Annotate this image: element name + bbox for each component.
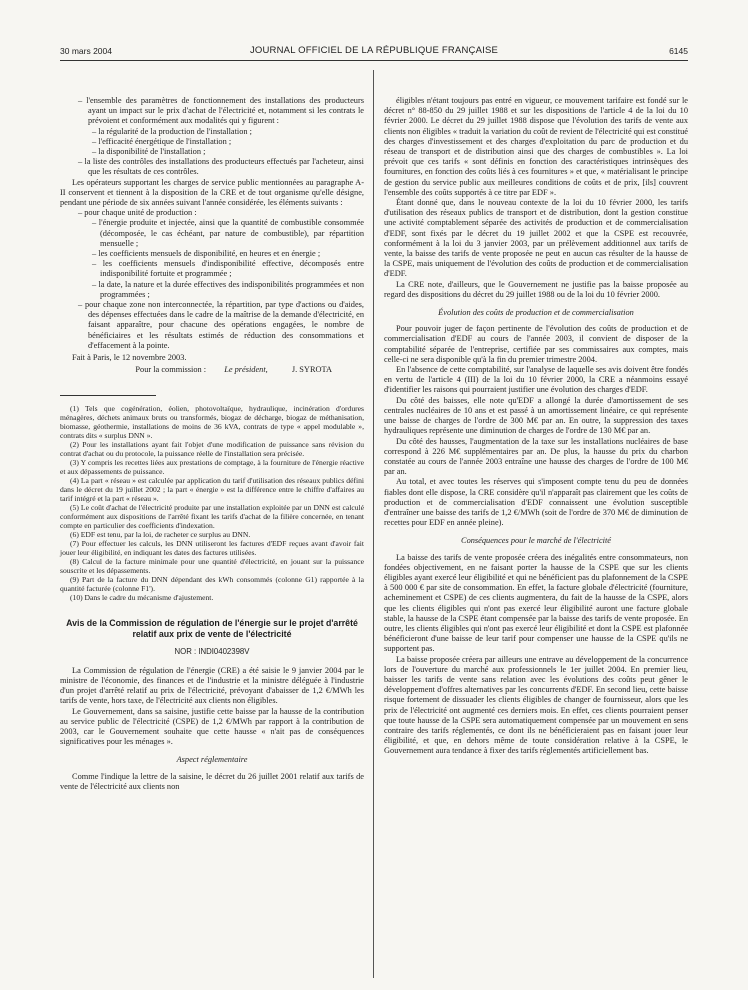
footnote: (9) Part de la facture du DNN dépendant des kWh consommés (colonne G1) rapportée à la quantité facturée (colonne F1'). — [60, 575, 364, 594]
footnote: (1) Tels que cogénération, éolien, photovoltaïque, hydraulique, incinération d'ordures ménagères, déchets animaux bruts ou transformés, biogaz de décharge, biogaz de méthanisation, biomasse, géothermie, installations de moins de 36 kVA, contrats de type « appel modulable », contrats dits « surplus DNN ». — [60, 404, 364, 441]
footnote: (2) Pour les installations ayant fait l'objet d'une modification de puissance sans révision du contrat d'achat ou du protocole, la puissance réelle de l'installation sera précisée. — [60, 440, 364, 459]
footnote: (6) EDF est tenu, par la loi, de racheter ce surplus au DNN. — [70, 530, 251, 540]
paragraph: Comme l'indique la lettre de la saisine, le décret du 26 juillet 2001 relatif aux tarifs de vente de l'électricité aux clients non — [60, 771, 364, 791]
journal-title: JOURNAL OFFICIEL DE LA RÉPUBLIQUE FRANÇAISE — [249, 45, 499, 56]
paragraph: La baisse des tarifs de vente proposée créera des inégalités entre consommateurs, non fondées objectivement, en ne faisant porter la hausse de la CSPE que sur les clients éligibles ayant exercé leur éligibilité et qui ne bénéficient pas du plafonnement de la CSPE à 500 000 € par site de consommation. En effet, la facture globale d'électricité (fourniture, acheminement et CSPE) de ces clients augmentera, du fait de la hausse de la CSPE, alors que les clients éligibles qui n'ont pas exercé leur éligibilité auront une facture globale stable, la hausse de la CSPE étant compensée par la baisse des tarifs de vente proposée. En outre, les clients éligibles qui n'ont pas exercé leur éligibilité et dont la CSPE est plafonnée bénéficieront d'une baisse de leur tarif pour compenser une hausse de la CSPE qu'ils ne supportent pas. — [384, 552, 688, 654]
footnote: (5) Le coût d'achat de l'électricité produite par une installation exploitée par un DNN est calculé conformément aux dispositions de l'arrêté fixant les tarifs d'achat de la filière concernée, en tenant compte en particulier des coefficients d'indexation. — [60, 503, 364, 531]
sublist-items-a — [60, 127, 364, 158]
done-at: Fait à Paris, le 12 novembre 2003. — [72, 353, 187, 363]
footnote: (8) Calcul de la facture minimale pour une quantité d'électricité, en jouant sur la puissance souscrite et les dépassements. — [60, 557, 364, 576]
nor-reference: NOR : INDI0402398V — [174, 647, 250, 657]
right-column — [384, 96, 688, 757]
paragraph: éligibles n'étant toujours pas entré en vigueur, ce mouvement tarifaire est fondé sur le décret n° 88-850 du 29 juillet 1988 et sur les dispositions de l'article 4 de la loi du 10 février 2000. Le décret du 29 juillet 1988 dispose que l'évolution des tarifs de vente aux clients non éligibles « traduit la variation du coût de revient de l'électricité qui est constitué des charges d'investissement et des charges d'exploitation du parc de production et du réseau de transport et de distribution ainsi que des charges de combustibles ». La loi prévoit que ces tarifs « sont définis en fonction des caractéristiques intrinsèques des fournitures, en fonction des coûts liés à ces fournitures » et que, « matérialisant le principe de gestion du service public aux meilleures conditions de coûts et de prix, [ils] couvrent l'ensemble des coûts supportés à ce titre par EDF ». — [384, 96, 688, 197]
signature-name: J. SYROTA — [291, 365, 332, 375]
column-separator — [373, 70, 374, 978]
paragraph: La baisse proposée créera par ailleurs une entrave au développement de la concurrence lors de l'ouverture du marché aux professionnels le 1er juillet 2004. En premier lieu, baisser les tarifs de vente sans relation avec les évolutions des coûts peut gêner le développement d'offres alternatives par les concurrents d'EDF. En second lieu, cette baisse risque fortement de dissuader les clients éligibles de changer de fournisseur, alors que les prix de l'électricité ont augmenté ces derniers mois. En effet, ces clients pourraient penser que toute hausse de la CSPE sera automatiquement compensée par un mouvement en sens contraire des tarifs réglementés, ce dont ils ne bénéficieraient pas en faisant jouer leur éligibilité, et que, en dehors même de toute considération relative à la CSPE, le Gouvernement aura tendance à fixer des tarifs réglementés artificiellement bas. — [384, 654, 688, 756]
sublist-item: – la régularité de la production de l'installation ; — [92, 126, 252, 136]
paragraph: Du côté des baisses, elle note qu'EDF a allongé la durée d'amortissement de ses centrales nucléaires de 10 ans et est passé à un amortissement linéaire, ce qui représente une baisse de charges de l'ordre de 300 M€ par an. En outre, la suppression des taxes hydrauliques représente une diminution de charges de l'ordre de 130 M€ par an. — [384, 395, 688, 436]
paragraph: La CRE note, d'ailleurs, que le Gouvernement ne justifie pas la baisse proposée au regard des dispositions du décret du 29 juillet 1988 ou de la loi du 10 février 2000. — [384, 279, 688, 299]
paragraph: Pour pouvoir juger de façon pertinente de l'évolution des coûts de production et de commercialisation d'EDF au cours de l'année 2003, il convient de disposer de la comptabilité séparée de l'entreprise, certifiée par ses commissaires aux comptes, mais celle-ci ne sera disponible qu'à la fin du premier trimestre 2004. — [384, 324, 688, 364]
footnote-rule — [60, 395, 156, 396]
header-rule — [60, 60, 688, 61]
paragraph: La Commission de régulation de l'énergie (CRE) a été saisie le 9 janvier 2004 par le ministre de l'économie, des finances et de l'industrie et la ministre déléguée à l'industrie d'un projet d'arrêté relatif au prix de l'électricité, prévoyant d'abaisser de 1,2 €/MWh les tarifs de vente, hors taxe, de l'électricité aux clients non éligibles. — [60, 665, 364, 706]
avis-paragraphs — [60, 666, 364, 748]
signature-block — [60, 365, 364, 375]
list-item: – pour chaque zone non interconnectée, la répartition, par type d'actions ou d'aides, des dépenses effectuées dans le cadre de la maîtrise de la demande d'électricité, en faisant apparaître, pour chacune des opérations engagées, le nombre de bénéficiaires et les résultats estimés de réduction des consommations et d'effacement à la pointe. — [78, 300, 364, 350]
sublist-item: – les coefficients mensuels d'indisponibilité effective, décomposés entre indisponibilité fortuite et programmée ; — [92, 259, 364, 279]
left-column — [60, 96, 364, 792]
footnote: (10) Dans le cadre du mécanisme d'ajustement. — [70, 593, 214, 603]
section-heading: Évolution des coûts de production et de commercialisation — [438, 308, 634, 318]
right-paragraphs-1 — [384, 96, 688, 300]
right-paragraphs-2 — [384, 324, 688, 528]
page-number: 6145 — [669, 46, 688, 56]
sublist-item: – l'énergie produite et injectée, ainsi que la quantité de combustible consommée (décomposée, le cas échéant, par nature de combustible), par répartition mensuelle ; — [92, 218, 364, 248]
list-items-c — [60, 208, 364, 218]
list-item: – l'ensemble des paramètres de fonctionnement des installations des producteurs ayant un impact sur le prix d'achat de l'électricité et, notamment si les contrats le prévoient et conformément aux modalités qui y figurent : — [78, 96, 364, 126]
paragraph: Le Gouvernement, dans sa saisine, justifie cette baisse par la hausse de la contribution au service public de l'électricité (CSPE) de 1,2 €/MWh par rapport à la contribution de 2003, car le Gouvernement souhaite que cette hausse « n'ait pas de conséquences significatives pour les ménages ». — [60, 706, 364, 747]
footnote: (7) Pour effectuer les calculs, les DNN utiliseront les factures d'EDF reçues avant d'avoir fait jouer leur éligibilité, en indiquant les dates des factures utilisées. — [60, 539, 364, 558]
sublist-item: – la disponibilité de l'installation ; — [92, 147, 206, 157]
paragraph: Étant donné que, dans le nouveau contexte de la loi du 10 février 2000, les tarifs d'utilisation des réseaux publics de transport et de distribution, dont la gestion constitue une activité comptablement séparée des activités de production et de commercialisation d'EDF, sont fixés par le décret du 19 juillet 2002 et que la CSPE est recouvrée, conformément à la loi du 3 janvier 2003, par un prélèvement additionnel aux tarifs de vente, la baisse des tarifs de vente proposée ne peut en aucun cas résulter de la hausse de la CSPE, mais uniquement de l'évolution des coûts de production et de commercialisation d'EDF. — [384, 198, 688, 279]
list-items-a — [60, 96, 364, 127]
list-item: – pour chaque unité de production : — [78, 208, 197, 218]
header-date: 30 mars 2004 — [60, 46, 112, 56]
right-paragraphs-3 — [384, 553, 688, 757]
paragraph: Du côté des hausses, l'augmentation de la taxe sur les installations nucléaires de base correspond à 226 M€ supplémentaires par an. De plus, la hausse du prix du charbon constatée au cours de l'année 2003 entraîne une hausse des charges de l'ordre de 100 M€ par an. — [384, 436, 688, 477]
sublist-item: – les coefficients mensuels de disponibilité, en heures et en énergie ; — [92, 249, 321, 259]
page-header — [60, 46, 688, 60]
footnote: (4) La part « réseau » est calculée par application du tarif d'utilisation des réseaux publics défini dans le décret du 19 juillet 2002 ; la part « énergie » est la différence entre le chiffre d'affaires au tarif intégré et la part « réseau ». — [60, 476, 364, 504]
paragraph: Les opérateurs supportant les charges de service public mentionnées au paragraphe A-II conservent et tiennent à la disposition de la CRE et de tout organisme qu'elle désigne, pendant une période de six années suivant l'année considérée, les éléments suivants : — [60, 177, 364, 208]
list-items-d — [60, 300, 364, 351]
avis-title: Avis de la Commission de régulation de l'énergie sur le projet d'arrêté relatif aux prix de vente de l'électricité — [66, 618, 358, 639]
sublist-item: – la date, la nature et la durée effectives des indisponibilités programmées et non programmées ; — [92, 279, 364, 299]
footnotes — [60, 404, 364, 602]
list-item: – la liste des contrôles des installations des producteurs effectués par l'acheteur, ainsi que les résultats de ces contrôles. — [78, 157, 364, 177]
section-heading: Aspect réglementaire — [176, 755, 248, 765]
footnote: (3) Y compris les recettes liées aux prestations de comptage, à la fourniture de l'énergie réactive et aux dépassements de puissance. — [60, 458, 364, 477]
signature-title: Le président, — [224, 365, 268, 375]
paragraph: En l'absence de cette comptabilité, sur l'analyse de laquelle ses avis doivent être fondés en vertu de l'article 4 (III) de la loi du 10 février 2000, la CRE a néanmoins essayé d'identifier les raisons qui pourraient justifier une évolution des charges d'EDF. — [384, 365, 688, 395]
sublist-item: – l'efficacité énergétique de l'installation ; — [92, 136, 232, 146]
paragraph: Au total, et avec toutes les réserves qui s'imposent compte tenu du peu de données fiables dont elle dispose, la CRE considère qu'il n'apparaît pas clairement que les coûts de production et de commercialisation d'EDF connaissent une évolution susceptible d'entraîner une baisse des tarifs de 1,2 €/MWh (soit de l'ordre de 370 M€ de diminution de recettes pour EDF en année pleine). — [384, 477, 688, 528]
list-items-b — [60, 157, 364, 177]
sublist-items-c — [60, 218, 364, 300]
section-heading: Conséquences pour le marché de l'électricité — [461, 536, 611, 546]
signature-line: Pour la commission : — [135, 365, 207, 375]
